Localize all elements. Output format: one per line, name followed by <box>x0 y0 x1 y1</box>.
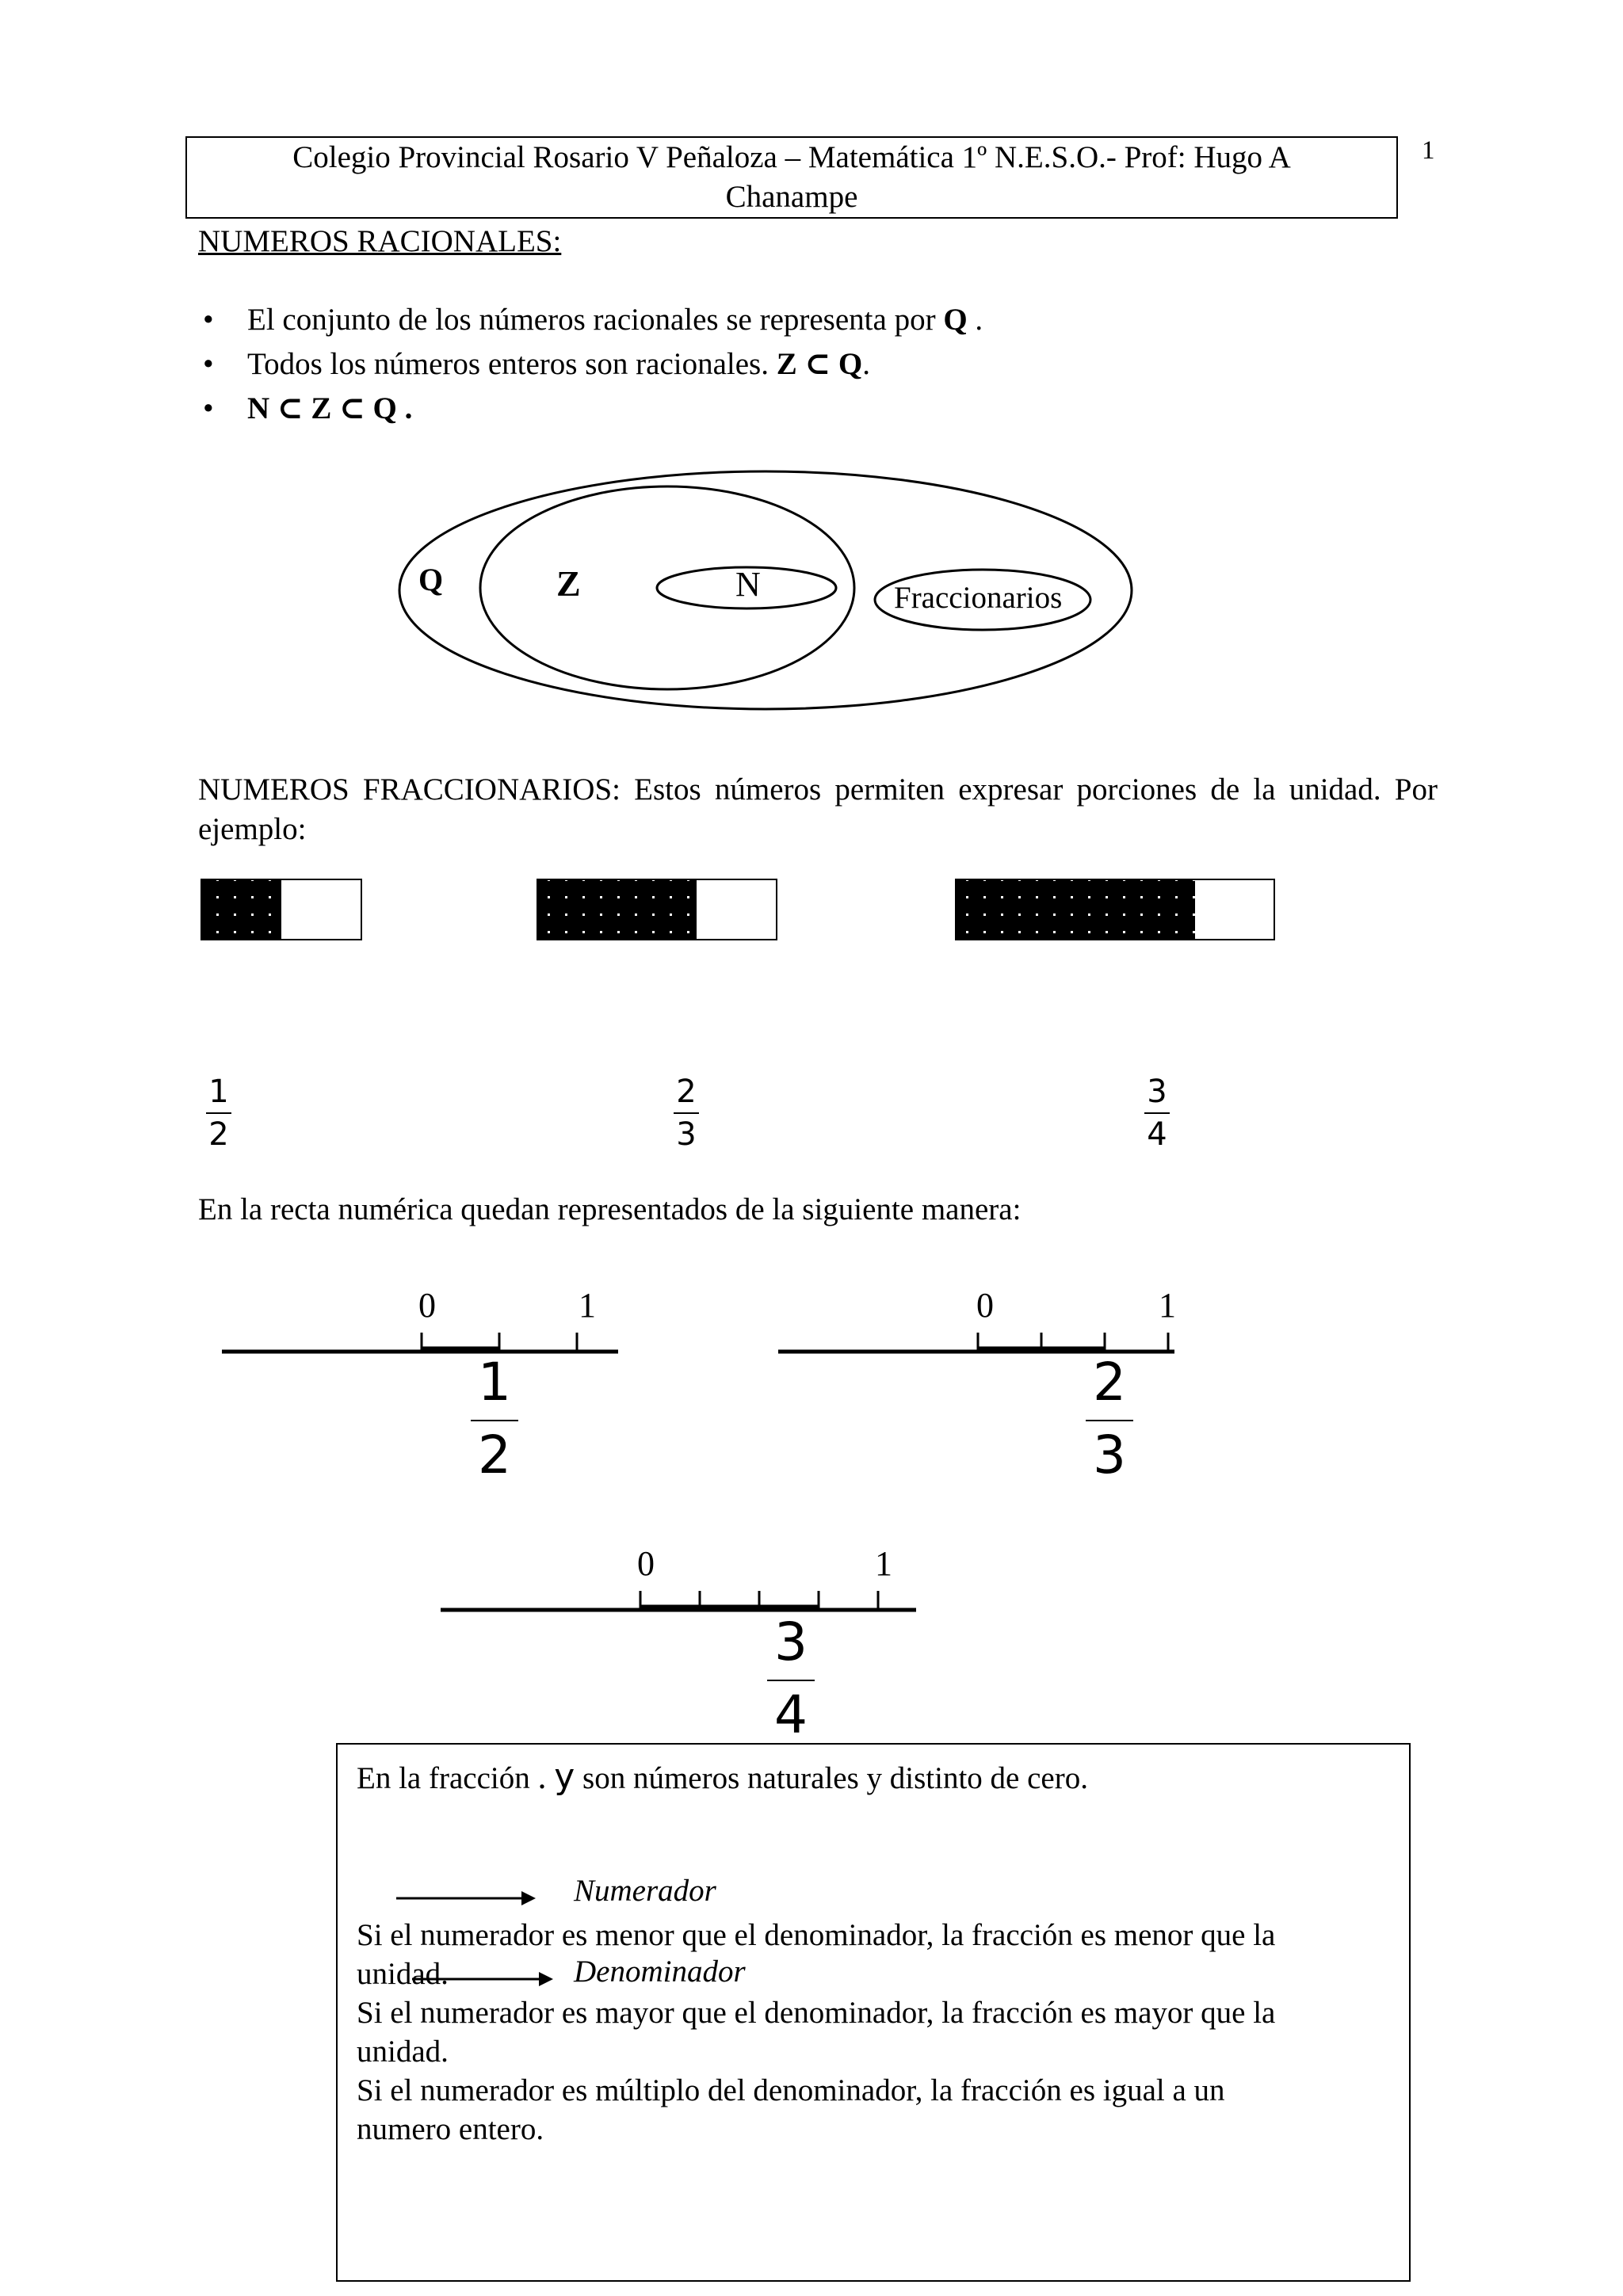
number-line-1-zero: 0 <box>418 1286 436 1325</box>
numerator: 3 <box>774 1611 808 1672</box>
label-n: N <box>735 565 761 604</box>
info-p1: Si el numerador es menor que el denominador, la fracción es menor que la <box>357 1918 1276 1952</box>
header-line-1: Colegio Provincial Rosario V Peñaloza – Matemática 1º N.E.S.O.- Prof: Hugo A <box>292 140 1291 174</box>
label-fraccionarios: Fraccionarios <box>894 581 1063 615</box>
numerator: 2 <box>1093 1352 1126 1413</box>
number-line-2-one: 1 <box>1159 1286 1176 1325</box>
bullet-tail: . <box>862 347 871 381</box>
fracciones-paragraph: NUMEROS FRACCIONARIOS: Estos números permiten expresar porciones de la unidad. Por ejemplo: <box>198 772 1438 846</box>
bullet-symbol: Z ⊂ Q <box>776 347 863 381</box>
denominator: 3 <box>676 1116 697 1153</box>
arrow-denominador-head-icon <box>539 1972 553 1986</box>
arrow-numerador-head-icon <box>521 1891 536 1905</box>
bullet-symbol: Q <box>943 303 968 337</box>
bullet-text: El conjunto de los números racionales se representa por <box>247 303 944 337</box>
denominator: 2 <box>208 1116 229 1153</box>
number-line-3-zero: 0 <box>637 1544 655 1583</box>
denominator: 4 <box>774 1684 808 1745</box>
info-text: son números naturales y distinto de cero. <box>575 1761 1088 1795</box>
number-line-2-zero: 0 <box>976 1286 994 1325</box>
recta-paragraph: En la recta numérica quedan representados de la siguiente manera: <box>198 1192 1022 1226</box>
info-p1b: unidad. <box>357 1957 449 1991</box>
numerator: 1 <box>478 1352 511 1413</box>
denominator: 4 <box>1147 1116 1167 1153</box>
denominator: 3 <box>1093 1425 1126 1486</box>
section-title: NUMEROS RACIONALES: <box>198 224 562 258</box>
info-text: En la fracción <box>357 1761 538 1795</box>
info-p3: Si el numerador es múltiplo del denominador, la fracción es igual a un <box>357 2073 1225 2107</box>
bullet-text: Todos los números enteros son racionales. <box>247 347 777 381</box>
info-p2: Si el numerador es mayor que el denominador, la fracción es mayor que la <box>357 1996 1276 2030</box>
label-z: Z <box>556 563 581 604</box>
info-y: y <box>554 1756 575 1797</box>
denominator: 2 <box>478 1425 511 1486</box>
label-numerador: Numerador <box>574 1874 716 1908</box>
numerator: 2 <box>676 1074 697 1110</box>
number-line-1-one: 1 <box>579 1286 596 1325</box>
numerator: 3 <box>1147 1074 1167 1110</box>
page-number: 1 <box>1422 136 1435 165</box>
number-line-3-one: 1 <box>875 1544 892 1583</box>
info-dot: . <box>537 1757 547 1796</box>
info-p3b: numero entero. <box>357 2112 544 2146</box>
numerator: 1 <box>208 1074 229 1110</box>
label-q: Q <box>418 562 444 597</box>
header-line-2: Chanampe <box>725 180 858 214</box>
bullet-symbol: N ⊂ Z ⊂ Q . <box>247 391 413 425</box>
bullet-tail: . <box>967 303 983 337</box>
label-denominador: Denominador <box>574 1955 746 1989</box>
info-p2b: unidad. <box>357 2035 449 2069</box>
